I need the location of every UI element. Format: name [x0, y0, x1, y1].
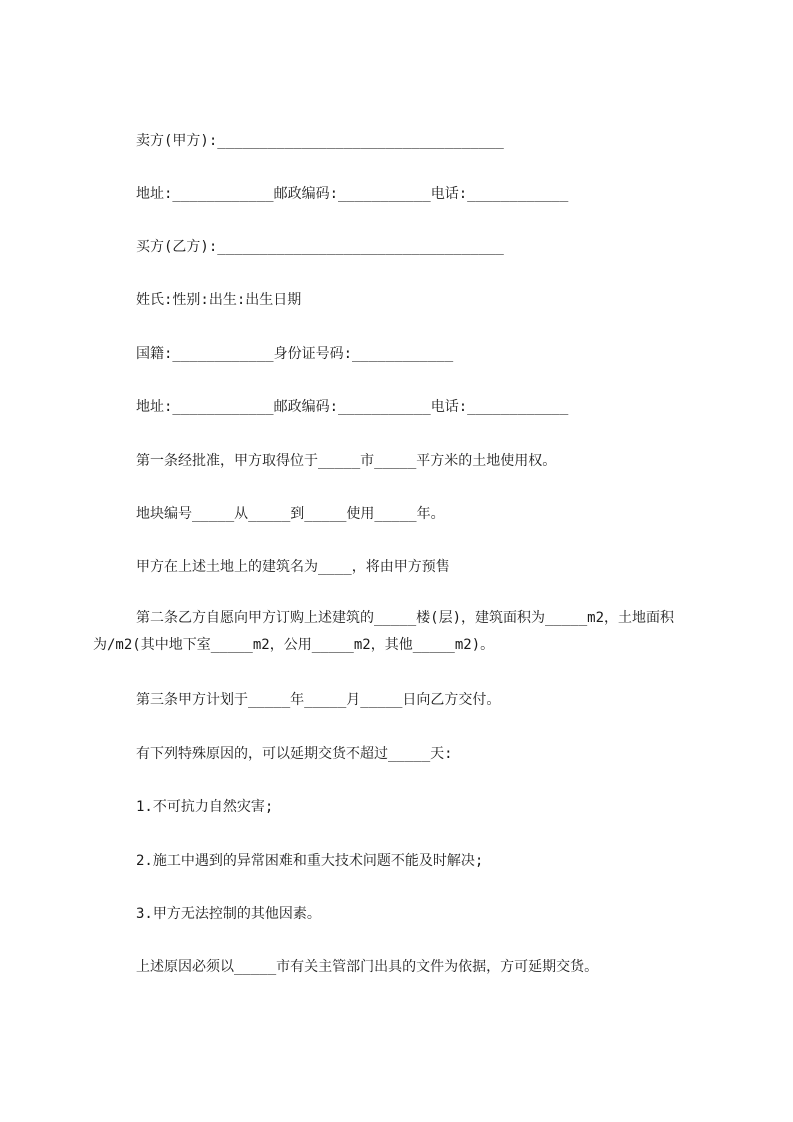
delay-reason-2: 2.施工中遇到的异常困难和重大技术问题不能及时解决; [136, 853, 484, 869]
buyer-address-line: 地址:____________邮政编码:___________电话:____________ [136, 399, 569, 415]
seller-address-line: 地址:____________邮政编码:___________电话:____________ [136, 186, 569, 202]
article-3: 第三条甲方计划于_____年_____月_____日向乙方交付。 [136, 692, 501, 708]
delay-documentation-line: 上述原因必须以_____市有关主管部门出具的文件为依据，方可延期交货。 [136, 959, 599, 975]
nationality-id-line: 国籍:____________身份证号码:____________ [136, 346, 454, 362]
delay-reason-3: 3.甲方无法控制的其他因素。 [136, 906, 321, 922]
buyer-personal-line: 姓氏:性别:出生:出生日期 [136, 292, 302, 308]
seller-line: 卖方(甲方):__________________________________ [136, 133, 504, 149]
plot-number-line: 地块编号_____从_____到_____使用_____年。 [136, 506, 445, 522]
building-name-line: 甲方在上述土地上的建筑名为____，将由甲方预售 [136, 559, 450, 575]
article-1: 第一条经批准，甲方取得位于_____市_____平方米的土地使用权。 [136, 453, 557, 469]
article-2: 第二条乙方自愿向甲方订购上述建筑的_____楼(层)，建筑面积为_____m2，土地面积为/m2(其中地下室_____m2，公用_____m2，其他_____m2)。 [93, 610, 675, 653]
delay-clause: 有下列特殊原因的，可以延期交货不超过_____天: [136, 746, 453, 762]
delay-reason-1: 1.不可抗力自然灾害; [136, 799, 274, 815]
buyer-line: 买方(乙方):__________________________________ [136, 239, 504, 255]
